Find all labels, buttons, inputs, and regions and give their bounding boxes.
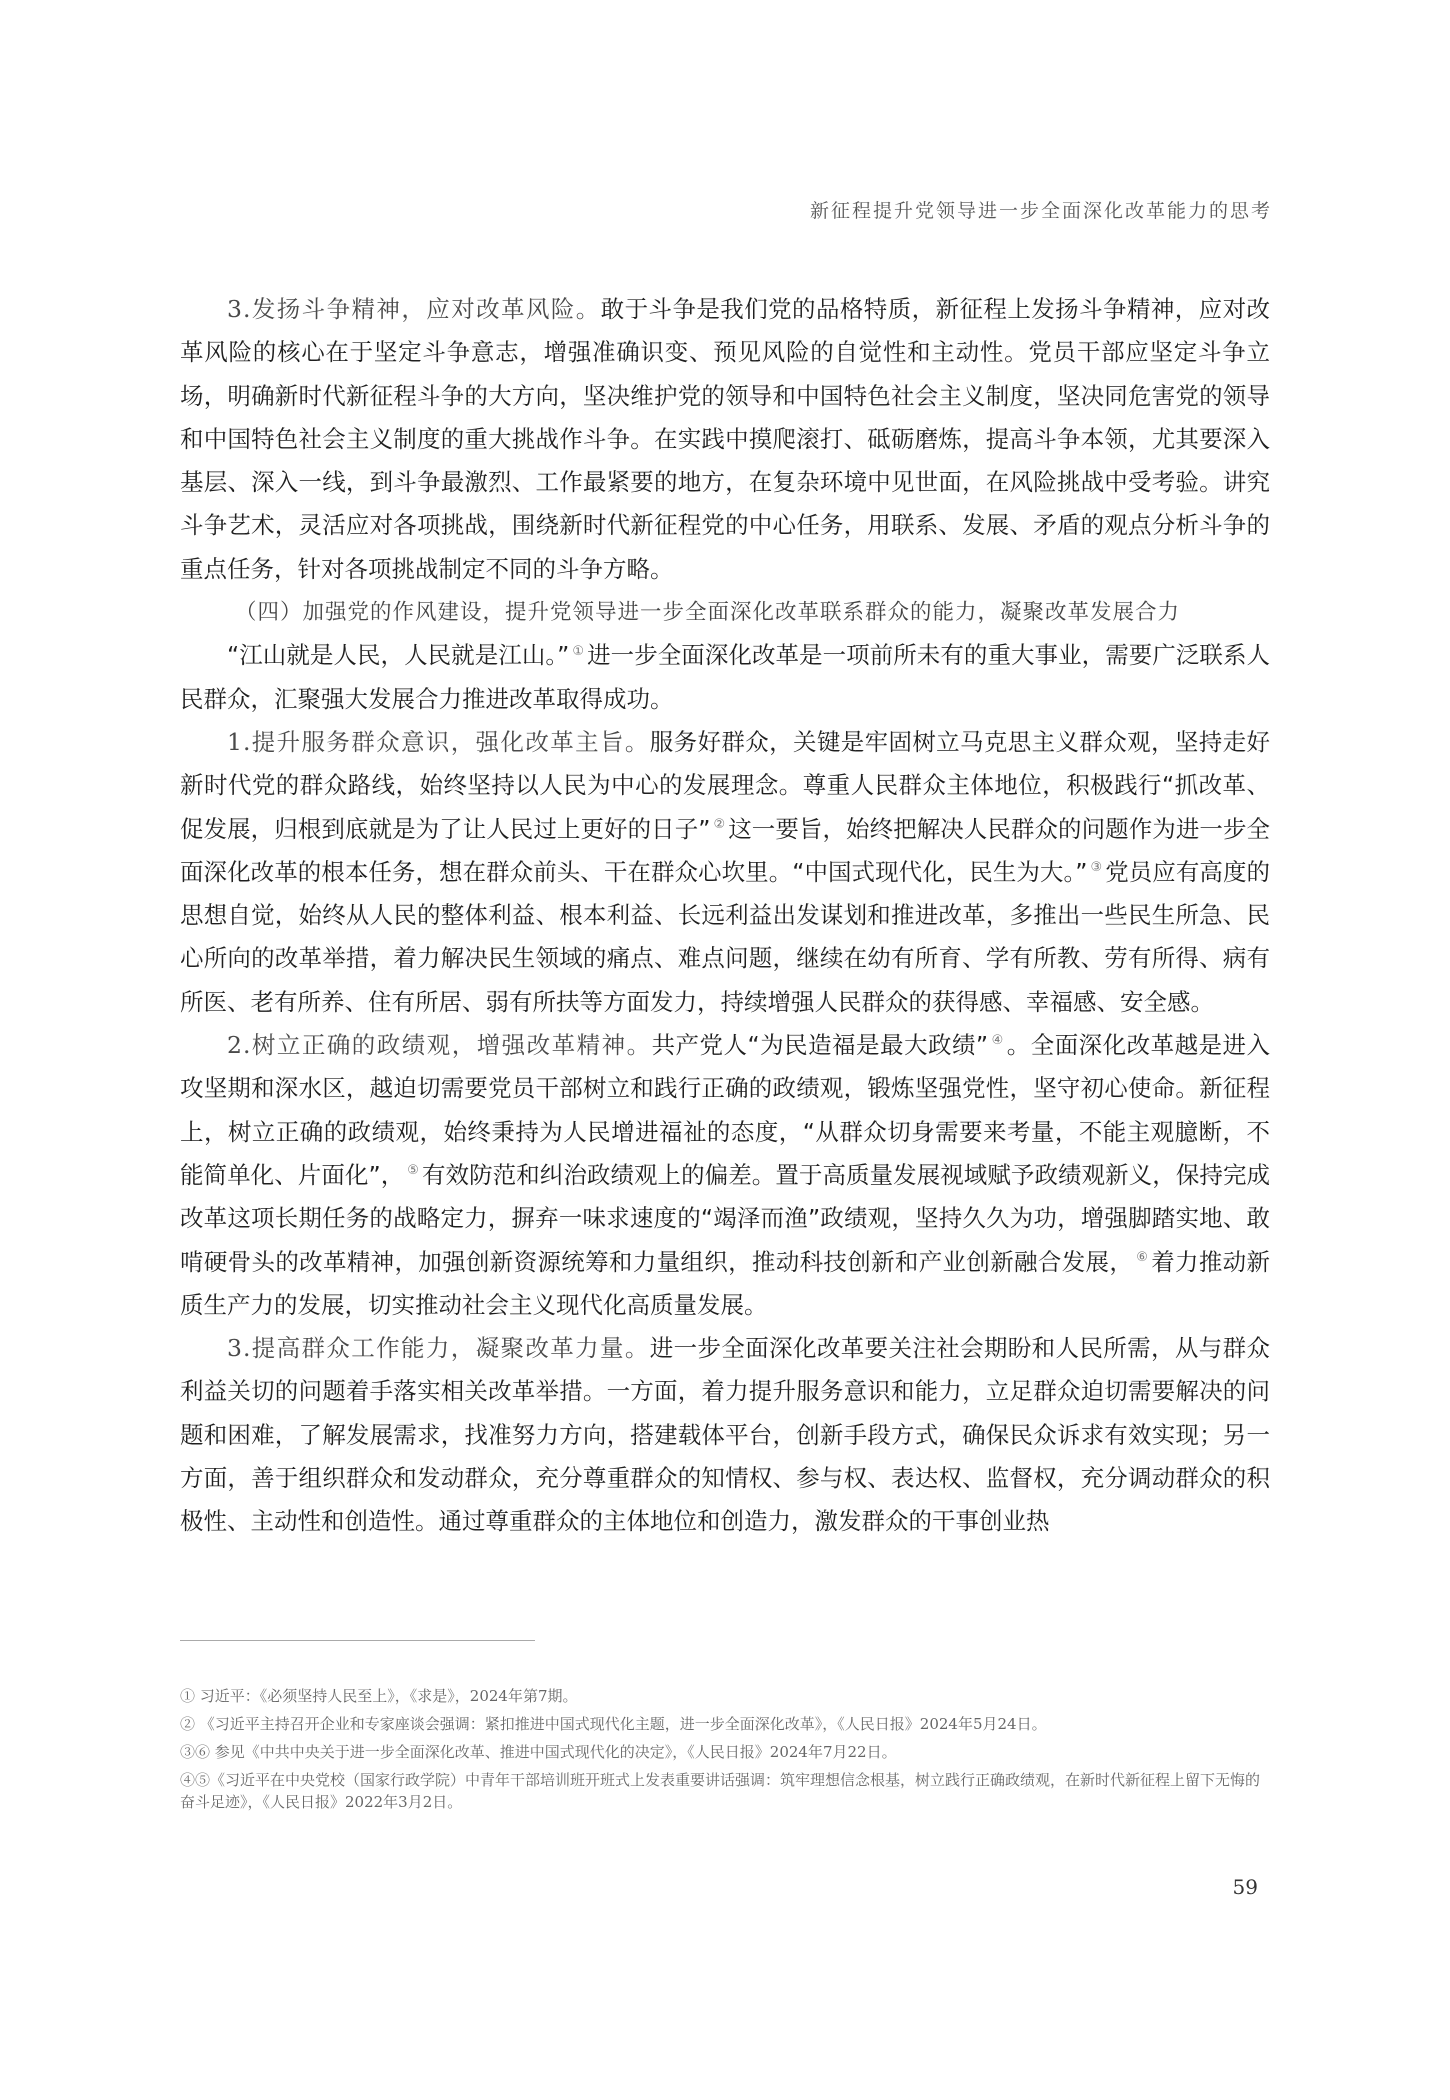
intro-quote: “江山就是人民，人民就是江山。” xyxy=(227,641,570,670)
paragraph-service-awareness xyxy=(180,721,1270,1024)
footnote-marker[interactable]: ② xyxy=(713,816,726,832)
footnote-marker[interactable]: ③ xyxy=(1090,860,1103,876)
footnote-marker[interactable]: ④ xyxy=(991,1033,1004,1049)
footnote: ① 习近平：《必须坚持人民至上》，《求是》，2024年第7期。 xyxy=(180,1687,578,1705)
footnote-marker[interactable]: ⑤ xyxy=(407,1163,419,1179)
intro-text: 进一步全面深化改革是一项前所未有的重大事业，需要广泛联系人民群众，汇聚强大发展合力推进改革取得成功。 xyxy=(180,641,1270,713)
section-title: （四）加强党的作风建设，提升党领导进一步全面深化改革联系群众的能力，凝聚改革发展合力 xyxy=(235,600,1181,626)
footnote-marker[interactable]: ⑥ xyxy=(1136,1249,1149,1265)
paragraph-text: 着力推动新质生产力的发展，切实推动社会主义现代化高质量发展。 xyxy=(180,1247,1271,1319)
paragraph-text: 。全面深化改革越是进入攻坚期和深水区，越迫切需要党员干部树立和践行正确的政绩观，锻炼坚强党性，坚守初心使命。新征程上，树立正确的政绩观，始终秉持为人民增进福祉的态度，“从群众切身需要来考量，不能主观臆断，不能简单化、片面化”， xyxy=(180,1031,1271,1189)
paragraph-performance-view xyxy=(180,1024,1270,1327)
footnote: ④⑤《习近平在中央党校（国家行政学院）中青年干部培训班开班式上发表重要讲话强调：筑牢理想信念根基，树立践行正确政绩观，在新时代新征程上留下无悔的奋斗足迹》，《人民日报》2022年3月2日。 xyxy=(180,1771,1261,1811)
footnotes xyxy=(180,1685,1270,1819)
body-text xyxy=(180,288,1270,1544)
paragraph-heading: 2.树立正确的政绩观，增强改革精神。 xyxy=(227,1031,652,1060)
paragraph-text: 党员应有高度的思想自觉，始终从人民的整体利益、根本利益、长远利益出发谋划和推进改革，多推出一些民生所急、民心所向的改革举措，着力解决民生领域的痛点、难点问题，继续在幼有所育、学有所教、劳有所得、病有所医、老有所养、住有所居、弱有所扶等方面发力，持续增强人民群众的获得感、幸福感、安全感。 xyxy=(180,857,1270,1016)
paragraph-text: 有效防范和纠治政绩观上的偏差。置于高质量发展视域赋予政绩观新义，保持完成改革这项长期任务的战略定力，摒弃一味求速度的“竭泽而渔”政绩观，坚持久久为功，增强脚踏实地、敢啃硬骨头的改革精神，加强创新资源统筹和力量组织，推动科技创新和产业创新融合发展， xyxy=(180,1160,1271,1276)
footnote-marker[interactable]: ① xyxy=(572,643,585,659)
page-number: 59 xyxy=(1232,1875,1258,1899)
footnote: ② 《习近平主持召开企业和专家座谈会强调：紧扣推进中国式现代化主题，进一步全面深化改革》，《人民日报》2024年5月24日。 xyxy=(180,1715,1047,1733)
paragraph-text: 这一要旨，始终把解决人民群众的问题作为进一步全面深化改革的根本任务，想在群众前头、干在群众心坎里。“中国式现代化，民生为大。” xyxy=(180,814,1271,886)
paragraph-text: 共产党人“为民造福是最大政绩” xyxy=(651,1031,989,1060)
paragraph-text: 服务好群众，关键是牢固树立马克思主义群众观，坚持走好新时代党的群众路线，始终坚持以人民为中心的发展理念。尊重人民群众主体地位，积极践行“抓改革、促发展，归根到底就是为了让人民过上更好的日子” xyxy=(180,727,1271,843)
paragraph-struggle-spirit xyxy=(180,288,1270,591)
footnote: ③⑥ 参见《中共中央关于进一步全面深化改革、推进中国式现代化的决定》，《人民日报》2024年7月22日。 xyxy=(180,1743,897,1761)
section-intro xyxy=(180,634,1270,721)
footnote-divider xyxy=(180,1640,535,1641)
paragraph-text: 进一步全面深化改革要关注社会期盼和人民所需，从与群众利益关切的问题着手落实相关改革举措。一方面，着力提升服务意识和能力，立足群众迫切需要解决的问题和困难，了解发展需求，找准努力方向，搭建载体平台，创新手段方式，确保民众诉求有效实现；另一方面，善于组织群众和发动群众，充分尊重群众的知情权、参与权、表达权、监督权，充分调动群众的积极性、主动性和创造性。通过尊重群众的主体地位和创造力，激发群众的干事创业热 xyxy=(180,1334,1271,1536)
paragraph-heading: 3.发扬斗争精神，应对改革风险。 xyxy=(227,295,601,323)
paragraph-mass-work xyxy=(180,1327,1270,1543)
paragraph-heading: 1.提升服务群众意识，强化改革主旨。 xyxy=(227,727,650,756)
paragraph-heading: 3.提高群众工作能力，凝聚改革力量。 xyxy=(227,1334,650,1363)
running-head: 新征程提升党领导进一步全面深化改革能力的思考 xyxy=(809,200,1272,222)
paragraph-text: 敢于斗争是我们党的品格特质，新征程上发扬斗争精神，应对改革风险的核心在于坚定斗争意志，增强准确识变、预见风险的自觉性和主动性。党员干部应坚定斗争立场，明确新时代新征程斗争的大方向，坚决维护党的领导和中国特色社会主义制度，坚决同危害党的领导和中国特色社会主义制度的重大挑战作斗争。在实践中摸爬滚打、砥砺磨炼，提高斗争本领，尤其要深入基层、深入一线，到斗争最激烈、工作最紧要的地方，在复杂环境中见世面，在风险挑战中受考验。讲究斗争艺术，灵活应对各项挑战，围绕新时代新征程党的中心任务，用联系、发展、矛盾的观点分析斗争的重点任务，针对各项挑战制定不同的斗争方略。 xyxy=(180,295,1271,583)
